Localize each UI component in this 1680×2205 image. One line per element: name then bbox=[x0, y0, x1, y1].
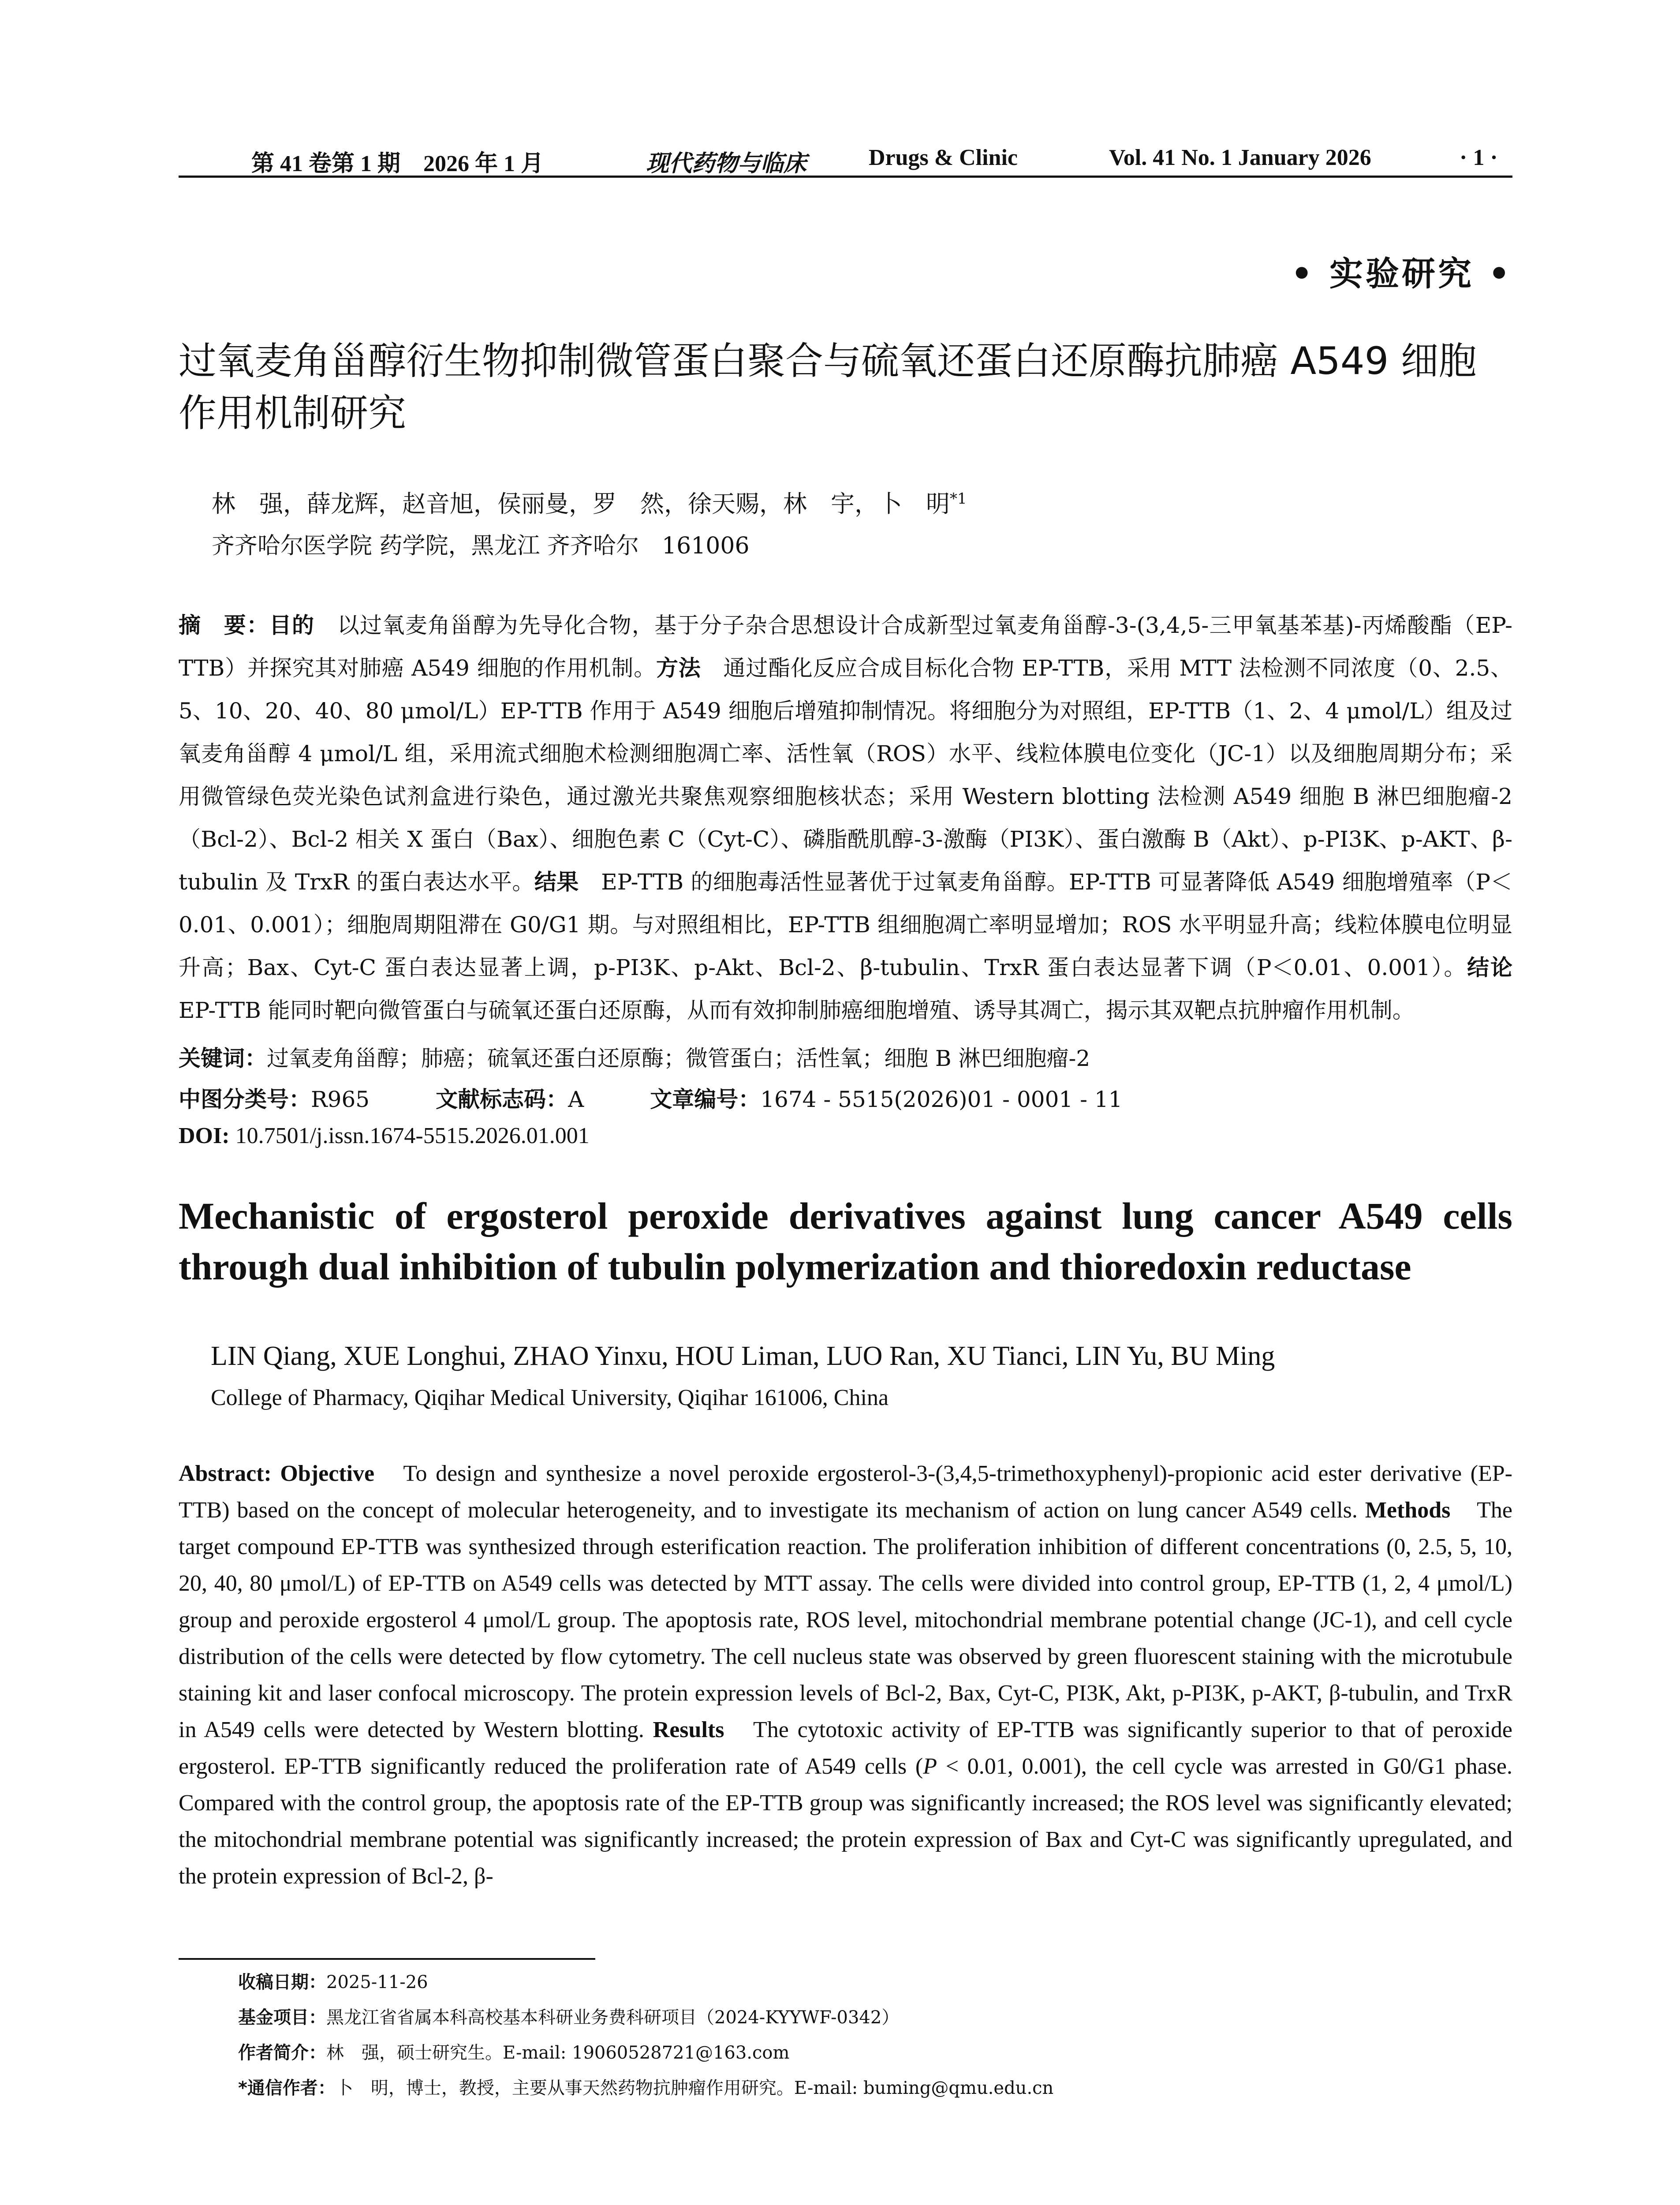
abstract-cn bbox=[179, 604, 1512, 1032]
doc-code-value: A bbox=[568, 1087, 584, 1112]
section-label: • 实验研究 • bbox=[1291, 254, 1512, 293]
title-en: Mechanistic of ergosterol peroxide derivatives against lung cancer A549 cells through dual inhibition of tubulin polymerization and thioredoxin reductase bbox=[179, 1195, 1512, 1288]
keywords-cn bbox=[179, 1041, 1090, 1073]
abstract-cn-results: EP-TTB 的细胞毒活性显著优于过氧麦角甾醇。EP-TTB 可显著降低 A549 细胞增殖率（P＜0.01、0.001）；细胞周期阻滞在 G0/G1 期。与对照组相比，EP-TTB 组细胞凋亡率明显增加；ROS 水平明显升高；线粒体膜电位明显升高；Bax、Cyt-C 蛋白表达显著上调，p-PI3K、p-Akt、Bcl-2、β-tubulin、TrxR 蛋白表达显著下调（P＜0.01、0.001）。 bbox=[179, 869, 1513, 980]
footnote-rule bbox=[179, 1958, 595, 1960]
abstract-en bbox=[179, 1455, 1512, 1895]
header-volume-en: Vol. 41 No. 1 January 2026 bbox=[1109, 145, 1371, 170]
header-journal-en: Drugs & Clinic bbox=[869, 145, 1018, 170]
received-label: 收稿日期： bbox=[238, 1972, 326, 1992]
abstract-en-results-2: < 0.01, 0.001), the cell cycle was arrested in G0/G1 phase. Compared with the control group, the apoptosis rate of the EP-TTB group was significantly increased; the ROS level was significantly elevated; the mitochondrial membrane potential was significantly increased; the protein expression of Bax and Cyt-C was significantly upregulated, and the protein expression of Bcl-2, β- bbox=[179, 1754, 1512, 1889]
doi-link[interactable]: 10.7501/j.issn.1674-5515.2026.01.001 bbox=[235, 1123, 590, 1148]
abstract-en-results-p: P bbox=[923, 1754, 937, 1779]
author-bio-label: 作者简介： bbox=[238, 2043, 326, 2063]
affiliation-en: College of Pharmacy, Qiqihar Medical University, Qiqihar 161006, China bbox=[211, 1385, 889, 1410]
fund-text: 黑龙江省省属本科高校基本科研业务费科研项目（2024-KYYWF-0342） bbox=[326, 2007, 900, 2028]
abstract-en-methods-label: Methods bbox=[1365, 1498, 1451, 1523]
classification-line bbox=[179, 1082, 1123, 1114]
authors-en: LIN Qiang, XUE Longhui, ZHAO Yinxu, HOU Liman, LUO Ran, XU Tianci, LIN Yu, BU Ming bbox=[211, 1341, 1275, 1371]
article-number-label: 文章编号： bbox=[650, 1087, 761, 1112]
abstract-cn-objective: 以过氧麦角甾醇为先导化合物，基于分子杂合思想设计合成新型过氧麦角甾醇-3-(3,4,5-三甲氧基苯基)-丙烯酸酯（EP-TTB）并探究其对肺癌 A549 细胞的作用机制。 bbox=[179, 613, 1512, 681]
author-bio-text: 林 强，硕士研究生。E-mail: 19060528721@163.com bbox=[326, 2043, 790, 2063]
header-rule bbox=[179, 176, 1512, 178]
header-volume-cn: 第 41 卷第 1 期 2026 年 1 月 bbox=[251, 151, 544, 176]
abstract-en-results-1: The cytotoxic activity of EP-TTB was significantly superior to that of peroxide ergosterol. EP-TTB significantly reduced the proliferation rate of A549 cells ( bbox=[179, 1717, 1512, 1779]
abstract-cn-label: 摘 要： bbox=[179, 613, 269, 638]
footnote-author bbox=[238, 2035, 1512, 2070]
authors-cn bbox=[212, 485, 967, 519]
abstract-cn-objective-label: 目的 bbox=[269, 613, 315, 638]
doc-code-label: 文献标志码： bbox=[436, 1087, 568, 1112]
running-header bbox=[179, 140, 1512, 176]
abstract-cn-conclusion-label: 结论 bbox=[1467, 955, 1512, 980]
abstract-cn-results-label: 结果 bbox=[534, 869, 579, 895]
affiliation-cn: 齐齐哈尔医学院 药学院，黑龙江 齐齐哈尔 161006 bbox=[212, 533, 750, 559]
abstract-cn-methods: 通过酯化反应合成目标化合物 EP-TTB，采用 MTT 法检测不同浓度（0、2.5、5、10、20、40、80 μmol/L）EP-TTB 作用于 A549 细胞后增殖抑制情况。将细胞分为对照组，EP-TTB（1、2、4 μmol/L）组及过氧麦角甾醇 4 μmol/L 组，采用流式细胞术检测细胞凋亡率、活性氧（ROS）水平、线粒体膜电位变化（JC-1）以及细胞周期分布；采用微管绿色荧光染色试剂盒进行染色，通过激光共聚焦观察细胞核状态；采用 Western blotting 法检测 A549 细胞 B 淋巴细胞瘤-2（Bcl-2）、Bcl-2 相关 X 蛋白（Bax）、细胞色素 C（Cyt-C）、磷脂酰肌醇-3-激酶（PI3K）、蛋白激酶 B（Akt）、p-PI3K、p-AKT、β-tubulin 及 TrxR 的蛋白表达水平。 bbox=[179, 655, 1513, 895]
footnote-fund bbox=[238, 2000, 1512, 2035]
abstract-en-objective: To design and synthesize a novel peroxide ergosterol-3-(3,4,5-trimethoxyphenyl)-propionic acid ester derivative (EP-TTB) based on the concept of molecular heterogeneity, and to investigate its mechanism of action on lung cancer A549 cells. bbox=[179, 1461, 1512, 1523]
clc-label: 中图分类号： bbox=[179, 1087, 311, 1112]
footnote-corresponding bbox=[238, 2070, 1512, 2106]
authors-cn-names: 林 强，薛龙辉，赵音旭，侯丽曼，罗 然，徐天赐，林 宇，卜 明 bbox=[212, 490, 950, 518]
corresponding-label: *通信作者： bbox=[238, 2078, 336, 2098]
footnote-received bbox=[238, 1965, 1512, 2000]
abstract-en-methods: The target compound EP-TTB was synthesized through esterification reaction. The proliferation inhibition of different concentrations (0, 2.5, 5, 10, 20, 40, 80 μmol/L) of EP-TTB on A549 cells was detected by MTT assay. The cells were divided into control group, EP-TTB (1, 2, 4 μmol/L) group and peroxide ergosterol 4 μmol/L group. The apoptosis rate, ROS level, mitochondrial membrane potential change (JC-1), and cell cycle distribution of the cells were detected by flow cytometry. The cell nucleus state was observed by green fluorescent staining with the microtubule staining kit and laser confocal microscopy. The protein expression levels of Bcl-2, Bax, Cyt-C, PI3K, Akt, p-PI3K, p-AKT, β-tubulin, and TrxR in A549 cells were detected by Western blotting. bbox=[179, 1498, 1512, 1742]
corresponding-text: 卜 明，博士，教授，主要从事天然药物抗肿瘤作用研究。E-mail: buming@qmu.edu.cn bbox=[335, 2078, 1054, 2098]
keywords-label: 关键词： bbox=[179, 1046, 267, 1071]
abstract-cn-conclusion: EP-TTB 能同时靶向微管蛋白与硫氧还蛋白还原酶，从而有效抑制肺癌细胞增殖、诱导其凋亡，揭示其双靶点抗肿瘤作用机制。 bbox=[179, 998, 1415, 1023]
keywords-text: 过氧麦角甾醇；肺癌；硫氧还蛋白还原酶；微管蛋白；活性氧；细胞 B 淋巴细胞瘤-2 bbox=[267, 1046, 1090, 1071]
footnotes bbox=[238, 1965, 1512, 2106]
abstract-en-results-label: Results bbox=[653, 1717, 724, 1742]
corresponding-mark: *1 bbox=[950, 490, 967, 508]
header-journal-cn: 现代药物与临床 bbox=[646, 151, 807, 176]
doi-line bbox=[179, 1123, 590, 1149]
abstract-en-label: Abstract: Objective bbox=[179, 1461, 375, 1486]
fund-label: 基金项目： bbox=[238, 2007, 326, 2028]
header-page-number: · 1 · bbox=[1460, 145, 1498, 170]
article-number-value: 1674 - 5515(2026)01 - 0001 - 11 bbox=[760, 1087, 1123, 1112]
doi-label: DOI: bbox=[179, 1123, 230, 1148]
clc-value: R965 bbox=[311, 1087, 370, 1112]
abstract-cn-methods-label: 方法 bbox=[656, 655, 701, 681]
received-date: 2025-11-26 bbox=[326, 1972, 428, 1992]
title-cn: 过氧麦角甾醇衍生物抑制微管蛋白聚合与硫氧还蛋白还原酶抗肺癌 A549 细胞作用机制研究 bbox=[179, 339, 1477, 435]
